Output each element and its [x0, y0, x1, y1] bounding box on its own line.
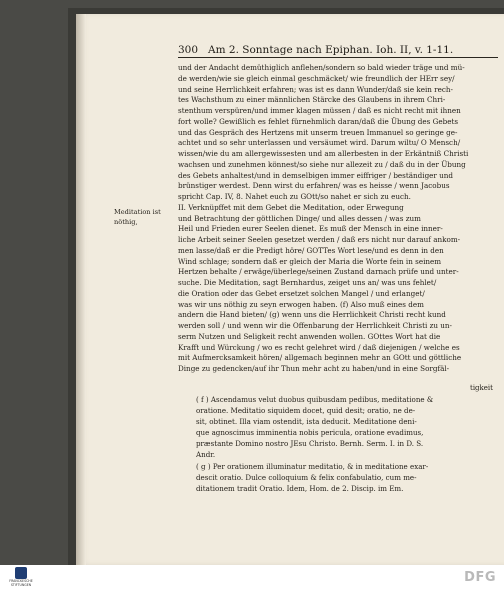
- text-line: II. Verknüpffet mit dem Gebet die Meditation, oder Erwegung: [178, 202, 404, 212]
- footnote-line: descit oratio. Dulce colloquium & felix confabulatio, cum me-: [196, 472, 417, 482]
- text-line: und das Gespräch des Hertzens mit unserm treuen Immanuel so geringe ge-: [178, 127, 458, 137]
- text-line: brünstiger werdest. Denn wirst du erfahren/ was es heisse / wenn Jacobus: [178, 181, 450, 191]
- text-line: und seine Herrlichkeit erfahren; was ist es dann Wunder/daß sie kein rech-: [178, 84, 453, 94]
- franckesche-stiftungen-logo[interactable]: [6, 567, 36, 591]
- footnote-line: præstante Domino nostro JEsu Christo. Bernh. Serm. I. in D. S.: [196, 439, 424, 449]
- footnote-line: sit, obtinet. Illa viam ostendit, ista deducit. Meditatione deni-: [196, 417, 417, 427]
- text-line: spricht Cap. IV, 8. Nahet euch zu GOtt/so nahet er sich zu euch.: [178, 192, 411, 201]
- text-line: was wir uns nöthig zu seyn erwogen haben. (f) Also muß eines dem: [178, 299, 424, 309]
- text-line: Heil und Frieden eurer Seelen dienet. Es muß der Mensch in eine inner-: [178, 224, 443, 234]
- text-line: mit Aufmercksamkeit hören/ allgemach beginnen mehr an GOtt und göttliche: [178, 353, 462, 363]
- margin-note-line: Meditation ist: [114, 208, 161, 216]
- text-line: liche Arbeit seiner Seelen gesetzet werden / daß ers nicht nur darauf ankom-: [178, 235, 461, 244]
- text-line: wissen/wie du am allergewissesten und am allerbesten in der Erkäntniß Christi: [178, 149, 469, 158]
- margin-note: [114, 208, 176, 227]
- text-line: tes Wachsthum zu einer männlichen Stärcke des Glaubens in ihrem Chri-: [178, 95, 446, 105]
- body-text: [178, 63, 502, 375]
- text-line: serm Nutzen und Seligkeit recht anwenden wollen. GOttes Wort hat die: [178, 331, 441, 341]
- text-line: Wind schlage; sondern daß er gleich der Maria die Worte fein in seinem: [178, 256, 442, 266]
- footnotes: [196, 394, 502, 494]
- catchword: tigkeit: [470, 384, 493, 392]
- footnote-line: ditationem tradit Oratio. Idem, Hom. de 2. Discip. im Em.: [196, 483, 404, 493]
- header-rule: [178, 57, 498, 58]
- text-line: stenthum verspüren/und immer klagen müssen / daß es nicht recht mit ihnen: [178, 106, 461, 115]
- text-line: fort wolle? Gewißlich es fehlet fürnehmlich daran/daß die Übung des Gebets: [178, 116, 459, 126]
- footnote-line: oratione. Meditatio siquidem docet, quid desit; oratio, ne de-: [196, 406, 416, 416]
- running-title: Am 2. Sonntage nach Epiphan. Ioh. II, v. 1-11.: [208, 44, 454, 56]
- text-line: werden soll / und wenn wir die Offenbarung der Herrlichkeit Christi zu un-: [178, 321, 452, 330]
- footnote-line: Andr.: [196, 450, 216, 460]
- text-line: andern die Hand bieten/ (g) wenn uns die Herrlichkeit Christi recht kund: [178, 310, 446, 320]
- viewer-footer: [0, 565, 504, 592]
- text-line: suche. Die Meditation, sagt Bernhardus, zeiget uns an/ was uns fehlet/: [178, 278, 437, 287]
- text-line: die Oration oder das Gebet ersetzet solchen Mangel / und erlanget/: [178, 288, 425, 298]
- text-line: de werden/wie sie gleich einmal geschmäcket/ wie freundlich der HErr sey/: [178, 73, 455, 83]
- footnote-line: ( g ) Per orationem illuminatur meditatio, & in meditatione exar-: [196, 461, 429, 471]
- foundation-emblem-icon: [15, 567, 27, 579]
- footnote-line: que agnoscimus imminentia nobis pericula, oratione evadimus,: [196, 428, 424, 438]
- text-line: Dinge zu gedencken/auf ihr Thun mehr acht zu haben/und in eine Sorgfäl-: [178, 364, 450, 373]
- text-line: men lasse/daß er die Predigt höre/ GOTTes Wort lese/und es denn in den: [178, 245, 444, 255]
- text-line: wachsen und zunehmen könnest/so siehe nur allezeit zu / daß du in der Übung: [178, 159, 466, 169]
- text-line: Krafft und Würckung / wo es recht gelehret wird / daß diejenigen / welche es: [178, 342, 460, 352]
- page-number: 300: [178, 44, 199, 56]
- text-line: des Gebets anhaltest/und in demselbigen immer eiffriger / beständiger und: [178, 170, 453, 180]
- logo-label: FRANCKESCHE STIFTUNGEN: [9, 579, 33, 587]
- dfg-logo[interactable]: DFG: [464, 570, 496, 585]
- text-line: und der Andacht demüthiglich anflehen/sondern so bald wieder träge und mü-: [178, 63, 465, 72]
- text-line: und Betrachtung der göttlichen Dinge/ und alles dessen / was zum: [178, 213, 421, 223]
- text-line: achtet und so sehr unterlassen und versäumet wird. Darum wiltu/ O Mensch/: [178, 138, 461, 148]
- text-line: Hertzen behalte / erwäge/überlege/seinen Zustand darnach prüfe und unter-: [178, 267, 459, 277]
- footnote-line: ( f ) Ascendamus velut duobus quibusdam pedibus, meditatione &: [196, 395, 434, 404]
- margin-note-line: nöthig,: [114, 217, 138, 226]
- page-gutter: [76, 14, 86, 565]
- running-header: [178, 44, 500, 56]
